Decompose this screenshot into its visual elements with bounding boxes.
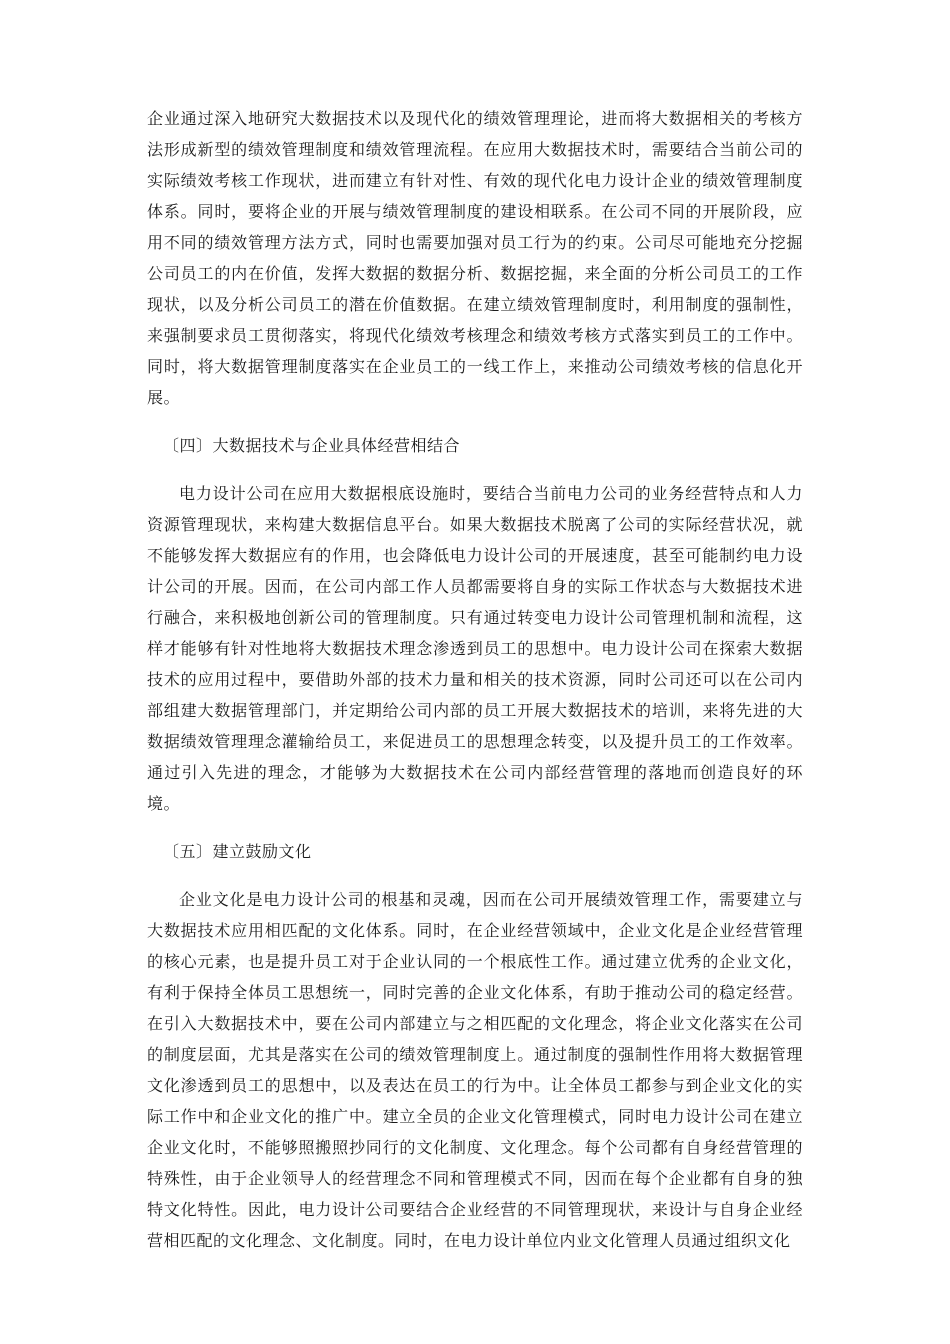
document-page <box>147 103 803 1256</box>
section-heading-5: 〔五〕建立鼓励文化 <box>163 842 312 861</box>
body-paragraph-2: 电力设计公司在应用大数据根底设施时，要结合当前电力公司的业务经营特点和人力资源管理现状，来构建大数据信息平台。如果大数据技术脱离了公司的实际经营状况，就不能够发挥大数据应有的作用，也会降低电力设计公司的开展速度，甚至可能制约电力设计公司的开展。因而，在公司内部工作人员都需要将自身的实际工作状态与大数据技术进行融合，来积极地创新公司的管理制度。只有通过转变电力设计公司管理机制和流程，这样才能够有针对性地将大数据技术理念渗透到员工的思想中。电力设计公司在探索大数据技术的应用过程中，要借助外部的技术力量和相关的技术资源，同时公司还可以在公司内部组建大数据管理部门，并定期给公司内部的员工开展大数据技术的培训，来将先进的大数据绩效管理理念灌输给员工，来促进员工的思想理念转变，以及提升员工的工作效率。通过引入先进的理念，才能够为大数据技术在公司内部经营管理的落地而创造良好的环境。 <box>147 484 803 813</box>
body-paragraph-3: 企业文化是电力设计公司的根基和灵魂，因而在公司开展绩效管理工作，需要建立与大数据技术应用相匹配的文化体系。同时，在企业经营领域中，企业文化是企业经营管理的核心元素，也是提升员工对于企业认同的一个根底性工作。通过建立优秀的企业文化，有利于保持全体员工思想统一，同时完善的企业文化体系，有助于推动公司的稳定经营。在引入大数据技术中，要在公司内部建立与之相匹配的文化理念，将企业文化落实在公司的制度层面，尤其是落实在公司的绩效管理制度上。通过制度的强制性作用将大数据管理文化渗透到员工的思想中，以及表达在员工的行为中。让全体员工都参与到企业文化的实际工作中和企业文化的推广中。建立全员的企业文化管理模式，同时电力设计公司在建立企业文化时，不能够照搬照抄同行的文化制度、文化理念。每个公司都有自身经营管理的特殊性，由于企业领导人的经营理念不同和管理模式不同，因而在每个企业都有自身的独特文化特性。因此，电力设计公司要结合企业经营的不同管理现状，来设计与自身企业经营相匹配的文化理念、文化制度。同时，在电力设计单位内业文化管理人员通过组织文化 <box>147 890 803 1250</box>
body-paragraph-1: 企业通过深入地研究大数据技术以及现代化的绩效管理理论，进而将大数据相关的考核方法形成新型的绩效管理制度和绩效管理流程。在应用大数据技术时，需要结合当前公司的实际绩效考核工作现状，进而建立有针对性、有效的现代化电力设计企业的绩效管理制度体系。同时，要将企业的开展与绩效管理制度的建设相联系。在公司不同的开展阶段，应用不同的绩效管理方法方式，同时也需要加强对员工行为的约束。公司尽可能地充分挖掘公司员工的内在价值，发挥大数据的数据分析、数据挖掘，来全面的分析公司员工的工作现状，以及分析公司员工的潜在价值数据。在建立绩效管理制度时，利用制度的强制性，来强制要求员工贯彻落实，将现代化绩效考核理念和绩效考核方式落实到员工的工作中。同时，将大数据管理制度落实在企业员工的一线工作上，来推动公司绩效考核的信息化开展。 <box>147 109 803 407</box>
section-heading-4: 〔四〕大数据技术与企业具体经营相结合 <box>163 436 461 455</box>
